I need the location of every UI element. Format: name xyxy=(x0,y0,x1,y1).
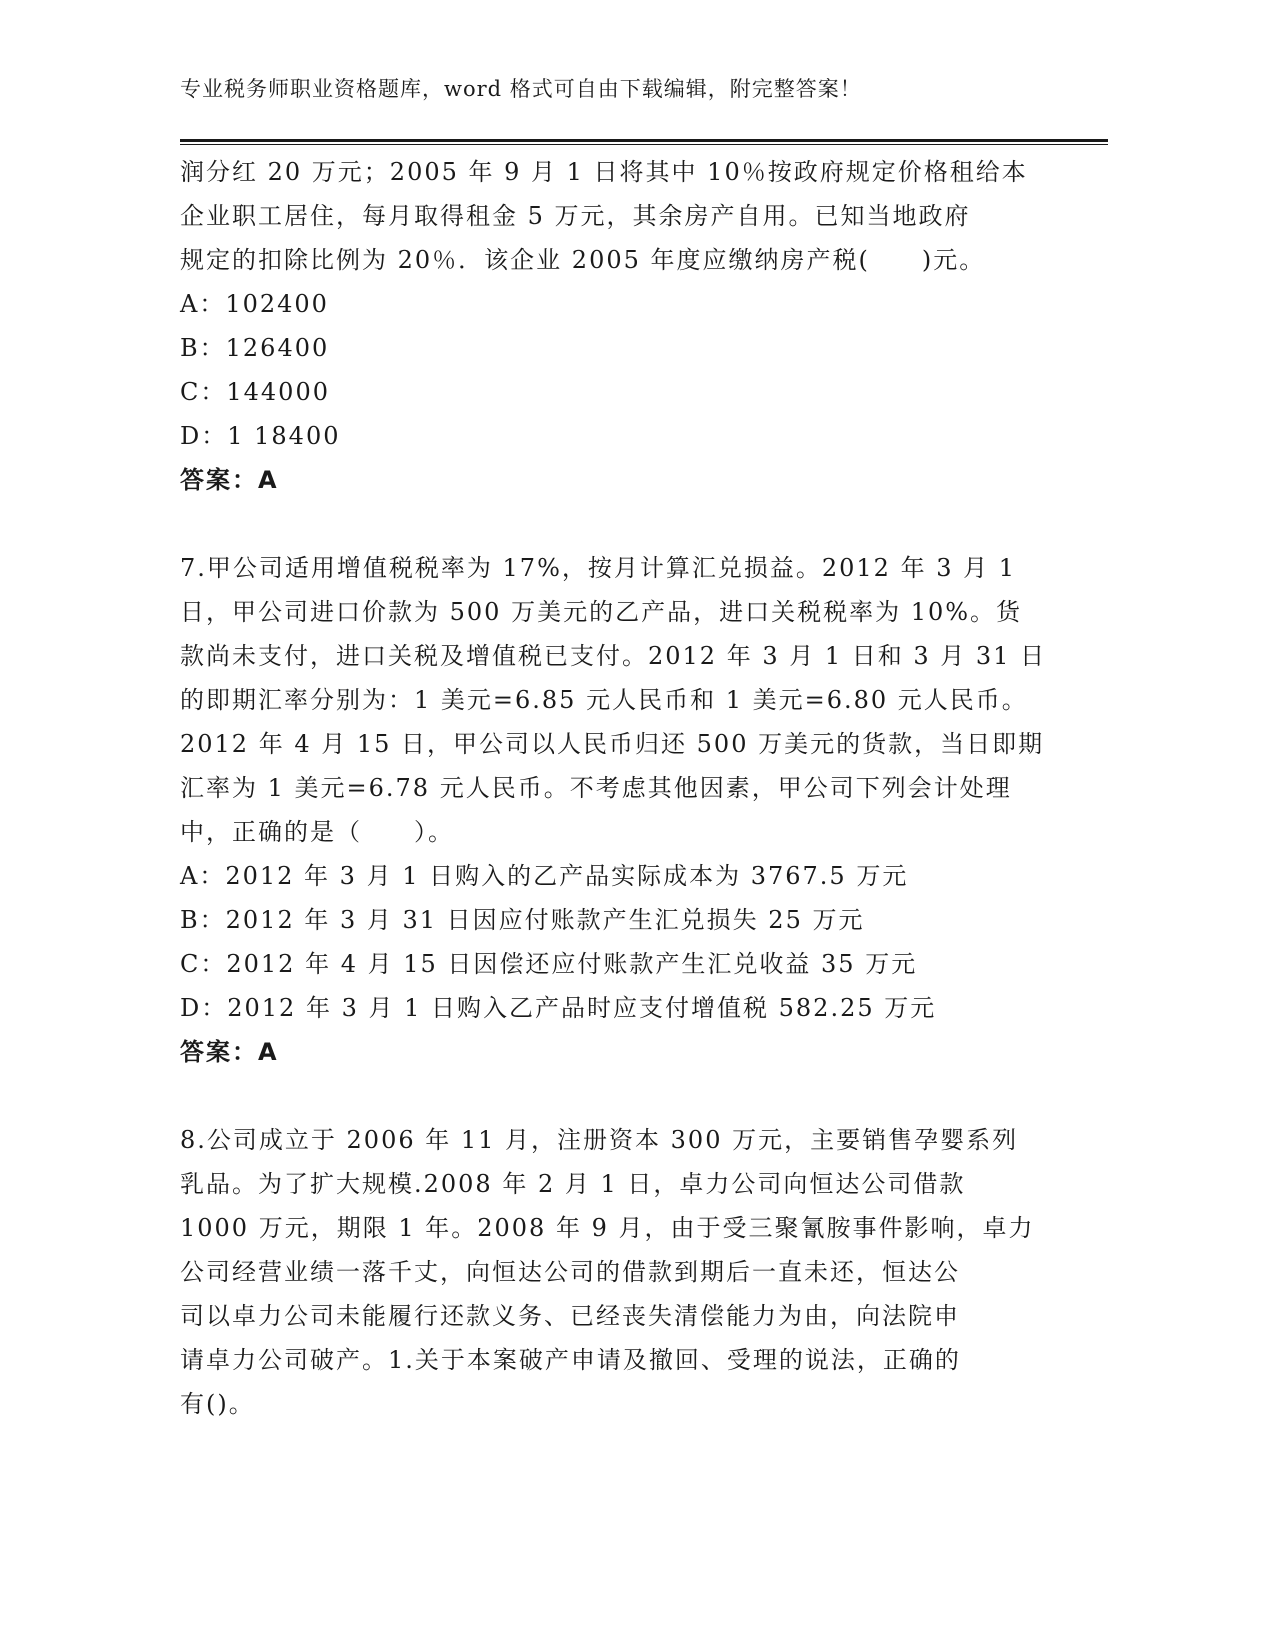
question-stem-line: 请卓力公司破产。1.关于本案破产申请及撤回、受理的说法，正确的 xyxy=(180,1346,961,1374)
question-stem-line: 有()。 xyxy=(180,1390,255,1418)
header-rule-thin xyxy=(180,144,1108,145)
option-a: A：2012 年 3 月 1 日购入的乙产品实际成本为 3767.5 万元 xyxy=(180,862,909,890)
question-stem-line: 企业职工居住，每月取得租金 5 万元，其余房产自用。已知当地政府 xyxy=(180,202,971,230)
question-stem-line: 汇率为 1 美元=6.78 元人民币。不考虑其他因素，甲公司下列会计处理 xyxy=(180,774,1012,802)
question-6 xyxy=(180,150,1080,502)
option-d: D：2012 年 3 月 1 日购入乙产品时应支付增值税 582.25 万元 xyxy=(180,994,937,1022)
option-a: A：102400 xyxy=(180,290,329,318)
question-stem-line: 日，甲公司进口价款为 500 万美元的乙产品，进口关税税率为 10%。货 xyxy=(180,598,1023,626)
question-7 xyxy=(180,546,1080,1074)
question-stem-line: 乳品。为了扩大规模.2008 年 2 月 1 日，卓力公司向恒达公司借款 xyxy=(180,1170,966,1198)
header-rule-thick xyxy=(180,139,1108,142)
question-stem-line: 7.甲公司适用增值税税率为 17%，按月计算汇兑损益。2012 年 3 月 1 xyxy=(180,554,1017,582)
question-stem-line: 1000 万元，期限 1 年。2008 年 9 月，由于受三聚氰胺事件影响，卓力 xyxy=(180,1214,1035,1242)
question-stem-line: 公司经营业绩一落千丈，向恒达公司的借款到期后一直未还，恒达公 xyxy=(180,1258,960,1286)
question-stem-line: 的即期汇率分别为：1 美元=6.85 元人民币和 1 美元=6.80 元人民币。 xyxy=(180,686,1028,714)
option-c: C：144000 xyxy=(180,378,330,406)
option-c: C：2012 年 4 月 15 日因偿还应付账款产生汇兑收益 35 万元 xyxy=(180,950,918,978)
spacer xyxy=(180,1074,1080,1118)
option-b: B：2012 年 3 月 31 日因应付账款产生汇兑损失 25 万元 xyxy=(180,906,865,934)
question-stem-line: 规定的扣除比例为 20％．该企业 2005 年度应缴纳房产税( )元。 xyxy=(180,246,986,274)
spacer xyxy=(180,502,1080,546)
question-stem-line: 8.公司成立于 2006 年 11 月，注册资本 300 万元，主要销售孕婴系列 xyxy=(180,1126,1019,1154)
question-stem-line: 司以卓力公司未能履行还款义务、已经丧失清偿能力为由，向法院申 xyxy=(180,1302,960,1330)
page-header: 专业税务师职业资格题库，word 格式可自由下载编辑，附完整答案！ xyxy=(180,77,862,101)
question-stem-line: 中，正确的是（ ）。 xyxy=(180,818,454,846)
question-stem-line: 款尚未支付，进口关税及增值税已支付。2012 年 3 月 1 日和 3 月 31 日 xyxy=(180,642,1047,670)
question-8 xyxy=(180,1118,1080,1426)
answer-line: 答案：A xyxy=(180,1038,279,1066)
question-stem-line: 润分红 20 万元；2005 年 9 月 1 日将其中 10％按政府规定价格租给本 xyxy=(180,158,1028,186)
question-stem-line: 2012 年 4 月 15 日，甲公司以人民币归还 500 万美元的货款，当日即期 xyxy=(180,730,1045,758)
document-body xyxy=(180,150,1080,1426)
option-b: B：126400 xyxy=(180,334,330,362)
answer-line: 答案：A xyxy=(180,466,279,494)
option-d: D：1 18400 xyxy=(180,422,341,450)
